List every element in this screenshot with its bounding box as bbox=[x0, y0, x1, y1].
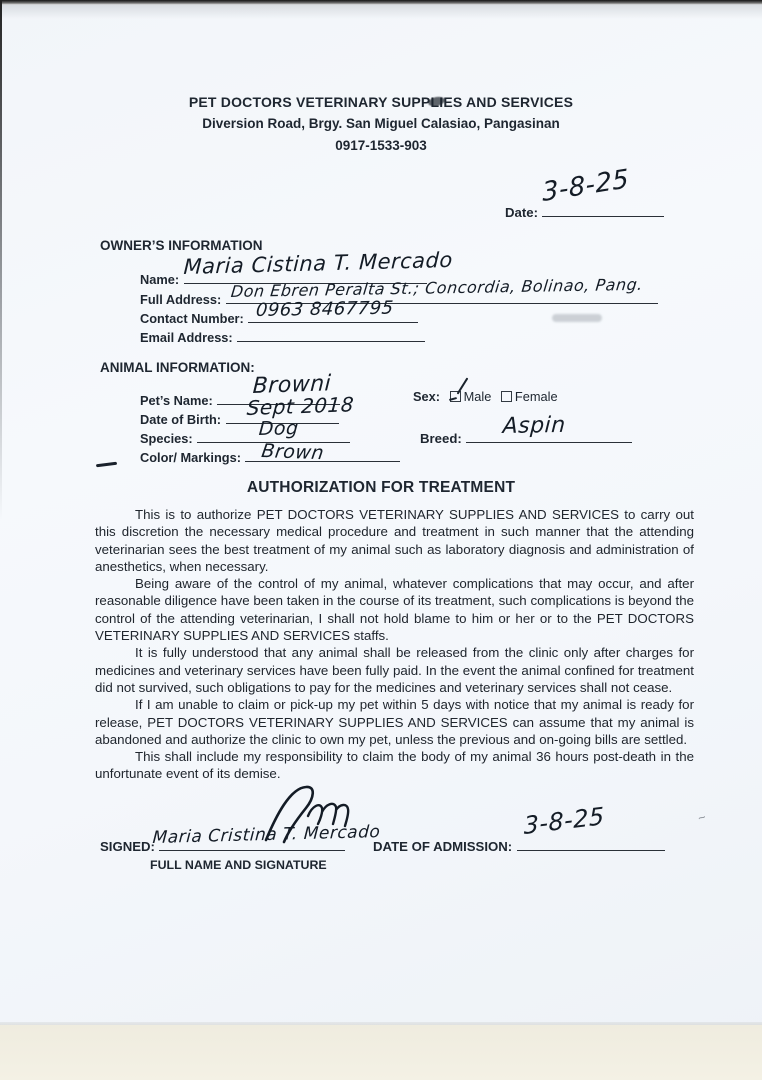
scan-top-shadow bbox=[0, 5, 762, 19]
admission-date-line bbox=[517, 836, 665, 851]
owner-contact-label: Contact Number: bbox=[140, 311, 244, 326]
authorization-title: AUTHORIZATION FOR TREATMENT bbox=[246, 479, 516, 496]
pet-name-label: Pet’s Name: bbox=[140, 393, 213, 408]
clinic-header bbox=[0, 91, 762, 157]
admission-date-handwritten: 3-8-25 bbox=[523, 801, 605, 840]
signed-handwritten: Maria Cristina T. Mercado bbox=[152, 821, 381, 848]
date-field bbox=[505, 202, 664, 222]
admission-date-label: DATE OF ADMISSION: bbox=[373, 839, 513, 854]
dob-label: Date of Birth: bbox=[140, 412, 222, 427]
authorization-paragraph: If I am unable to claim or pick-up my pet within 5 days with notice that my animal is ready for release, PET DOCTORS VETERINARY SUPPLIES AND SERVICES can assume that my animal is abandoned and authorize the clinic to own my pet, unless the previous and on-going bills are settled. bbox=[95, 697, 694, 747]
authorization-paragraph: This is to authorize PET DOCTORS VETERINARY SUPPLIES AND SERVICES to carry out this discretion the necessary medical procedure and treatment in such manner that the attending veterinarian sees the best treatment of my animal such as laboratory diagnosis and administration of anesthetics, when necessary. bbox=[95, 507, 694, 574]
date-handwritten-value: 3-8-25 bbox=[541, 164, 630, 208]
authorization-body bbox=[95, 506, 694, 783]
sex-label: Sex: bbox=[413, 389, 441, 404]
clinic-phone: 0917-1533-903 bbox=[335, 138, 427, 153]
color-markings-label: Color/ Markings: bbox=[140, 450, 241, 465]
stray-pen-mark: ~ bbox=[695, 809, 708, 826]
owner-email-label: Email Address: bbox=[140, 330, 233, 345]
pet-name-handwritten: Browni bbox=[252, 371, 332, 399]
sex-field bbox=[413, 389, 558, 404]
color-markings-handwritten: Brown bbox=[260, 440, 326, 465]
owner-name-label: Name: bbox=[140, 272, 180, 287]
owner-address-label: Full Address: bbox=[140, 292, 222, 307]
sex-female-label: Female bbox=[514, 389, 558, 404]
owner-info-heading: OWNER’S INFORMATION bbox=[100, 238, 263, 253]
checkbox-female-icon bbox=[501, 391, 512, 402]
scanner-background-strip bbox=[0, 1025, 762, 1080]
clinic-address: Diversion Road, Brgy. San Miguel Calasiao, Pangasinan bbox=[202, 116, 560, 131]
owner-contact-handwritten: 0963 8467795 bbox=[255, 297, 395, 321]
authorization-paragraph: This shall include my responsibility to claim the body of my animal 36 hours post-death in the unfortunate event of its demise. bbox=[95, 749, 694, 782]
owner-email-field bbox=[140, 327, 425, 347]
owner-email-line bbox=[237, 327, 425, 342]
admission-date-field bbox=[373, 836, 665, 856]
species-handwritten: Dog bbox=[258, 417, 300, 440]
species-label: Species: bbox=[140, 431, 193, 446]
dob-handwritten: Sept 2018 bbox=[246, 392, 355, 420]
signed-label: SIGNED: bbox=[100, 839, 155, 854]
owner-address-handwritten: Don Ebren Peralta St.; Concordia, Bolinao, Pang. bbox=[230, 274, 644, 301]
clinic-name: PET DOCTORS VETERINARY SUPPLIES AND SERVICES bbox=[188, 94, 574, 110]
authorization-paragraph: Being aware of the control of my animal, whatever complications that may occur, and after reasonable diligence have been taken in the course of its treatment, such complications is beyond the control of the attending veterinarian, I shall not hold blame to him or her or to the PET DOCTORS VETERINARY SUPPLIES AND SERVICES staffs. bbox=[95, 576, 694, 644]
pen-dash-mark bbox=[96, 462, 117, 467]
breed-handwritten: Aspin bbox=[502, 412, 567, 439]
breed-label: Breed: bbox=[420, 431, 462, 446]
date-label: Date: bbox=[505, 205, 538, 220]
signed-caption: FULL NAME AND SIGNATURE bbox=[150, 858, 327, 872]
eraser-smudge bbox=[552, 314, 602, 322]
owner-name-handwritten: Maria Cistina T. Mercado bbox=[183, 247, 454, 279]
scan-left-edge bbox=[0, 0, 2, 520]
sex-male-label: Male bbox=[463, 389, 492, 404]
animal-info-heading: ANIMAL INFORMATION: bbox=[100, 360, 255, 375]
authorization-paragraph: It is fully understood that any animal shall be released from the clinic only after charges for medicines and veterinary services have been fully paid. In the event the animal confined for treatment did not survived, such obligations to pay for the medicines and veterinary services shall not cease. bbox=[95, 645, 694, 695]
